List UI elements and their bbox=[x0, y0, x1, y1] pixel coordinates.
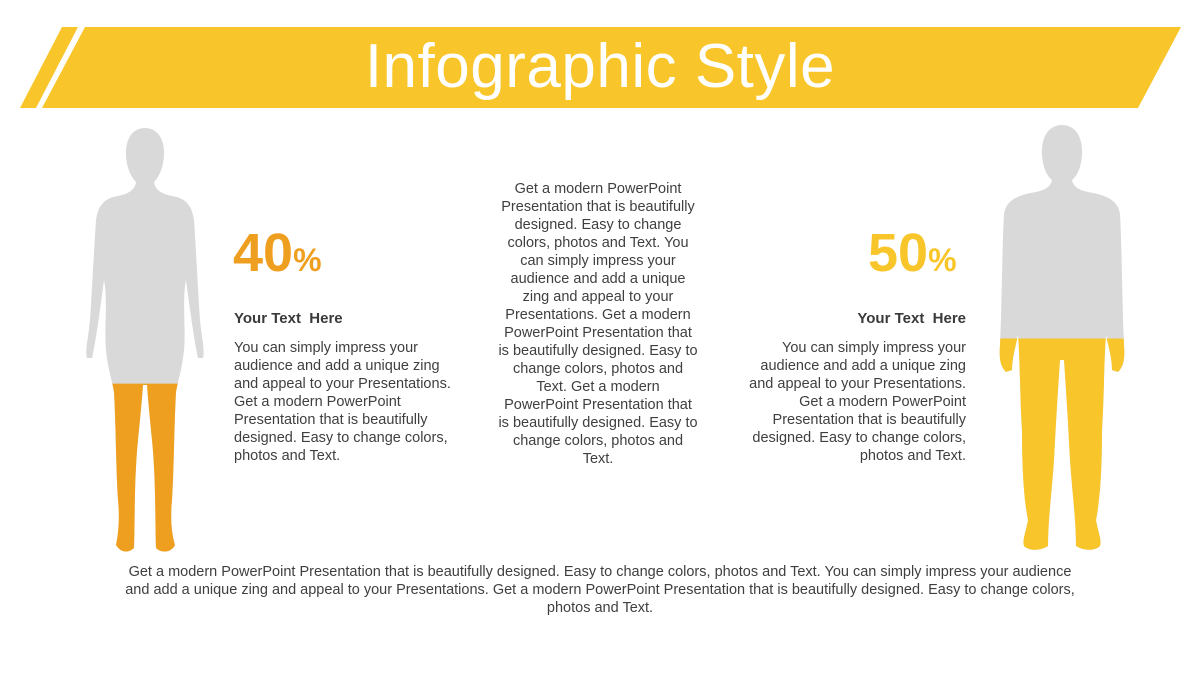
right-body-text: You can simply impress your audience and add a unique zing and appeal to your Presentations. Get a modern PowerPoint Presentation that is beautifully designed. Easy to change colors, photos and Text. bbox=[749, 340, 966, 464]
left-percent-value: 40 bbox=[233, 223, 294, 283]
bottom-body-text: Get a modern PowerPoint Presentation that is beautifully designed. Easy to change colors, photos and Text. You can simply impress your audience and add a unique zing and appeal to your Presentations. Get a modern PowerPoint Presentation that is beautifully designed. Easy to change colors, photos and Text. bbox=[125, 564, 1075, 616]
right-percent-value: 50 bbox=[868, 223, 929, 283]
fill-level bbox=[1000, 125, 1125, 550]
left-body-text: You can simply impress your audience and add a unique zing and appeal to your Presentations. Get a modern PowerPoint Presentation that is beautifully designed. Easy to change colors, photos and Text. bbox=[234, 340, 451, 464]
female-silhouette bbox=[86, 128, 203, 552]
right-heading: Your Text Here bbox=[857, 310, 966, 327]
male-silhouette bbox=[1000, 125, 1125, 550]
right-percentage bbox=[868, 218, 957, 302]
right-percent-sign: % bbox=[928, 242, 957, 278]
left-percentage bbox=[233, 218, 322, 302]
page-title: Infographic Style bbox=[364, 32, 836, 101]
fill-level bbox=[86, 128, 203, 552]
left-percent-sign: % bbox=[293, 242, 322, 278]
left-heading: Your Text Here bbox=[234, 310, 343, 327]
center-body-text: Get a modern PowerPoint Presentation that is beautifully designed. Easy to change colors, photos and Text. You can simply impress your audience and add a unique zing and appeal to your Presentations. Get a modern PowerPoint Presentation that is beautifully designed. Easy to change colors, photos and Text. Get a modern PowerPoint Presentation that is beautifully designed. Easy to change colors, photos and Text. bbox=[498, 181, 698, 467]
